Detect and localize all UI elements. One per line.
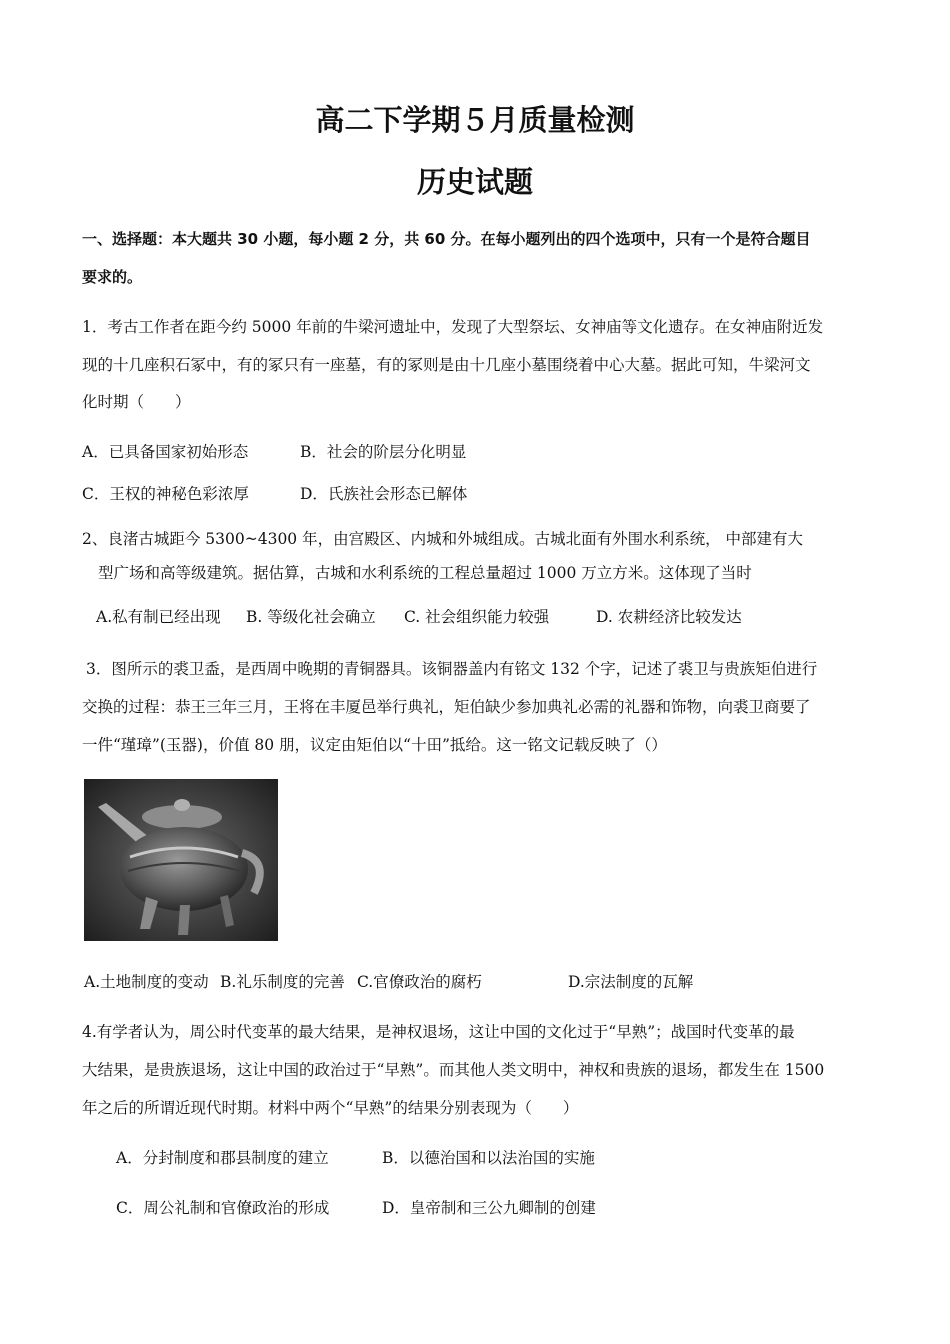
option-b[interactable]: B. 等级化社会确立	[246, 608, 376, 626]
section-line: 一、选择题：本大题共 30 小题，每小题 2 分，共 60 分。在每小题列出的四个选项中，只有一个是符合题目	[82, 230, 811, 248]
question-line: 化时期（ ）	[82, 393, 191, 411]
question-line: 型广场和高等级建筑。据估算，古城和水利系统的工程总量超过 1000 万立方米。这体现了当时	[98, 564, 752, 582]
question-line: 现的十几座积石冢中，有的冢只有一座墓，有的冢则是由十几座小墓围绕着中心大墓。据此可知，牛梁河文	[82, 356, 811, 374]
question-line: 一件“瑾璋”(玉器)，价值 80 朋，议定由矩伯以“十田”抵给。这一铭文记载反映了（）	[82, 736, 667, 754]
option-b[interactable]: B．社会的阶层分化明显	[300, 443, 467, 461]
question-line: 大结果，是贵族退场，这让中国的政治过于“早熟”。而其他人类文明中，神权和贵族的退场，都发生在 1500	[82, 1061, 825, 1079]
option-a[interactable]: A.私有制已经出现	[96, 608, 221, 626]
option-a[interactable]: A.土地制度的变动	[84, 973, 209, 991]
option-c[interactable]: C．王权的神秘色彩浓厚	[82, 485, 249, 503]
option-c[interactable]: C．周公礼制和官僚政治的形成	[116, 1199, 330, 1217]
option-d[interactable]: D.宗法制度的瓦解	[568, 973, 694, 991]
option-a[interactable]: A．分封制度和郡县制度的建立	[116, 1149, 329, 1167]
option-d[interactable]: D. 农耕经济比较发达	[596, 608, 742, 626]
question-line: 1．考古工作者在距今约 5000 年前的牛梁河遗址中，发现了大型祭坛、女神庙等文化遗存。在女神庙附近发	[82, 318, 824, 336]
option-b[interactable]: B.礼乐制度的完善	[220, 973, 345, 991]
question-line: 4.有学者认为，周公时代变革的最大结果，是神权退场，这让中国的文化过于“早熟”；战国时代变革的最	[82, 1023, 795, 1041]
page-title: 高二下学期５月质量检测	[315, 103, 635, 137]
section-line: 要求的。	[82, 268, 143, 286]
option-d[interactable]: D．皇帝制和三公九卿制的创建	[382, 1199, 596, 1217]
question-line: 2、良渚古城距今 5300~4300 年，由宫殿区、内城和外城组成。古城北面有外围水利系统， 中部建有大	[82, 530, 804, 548]
question-line: 3．图所示的裘卫盉，是西周中晚期的青铜器具。该铜器盖内有铭文 132 个字，记述了裘卫与贵族矩伯进行	[86, 660, 818, 678]
option-d[interactable]: D．氏族社会形态已解体	[300, 485, 468, 503]
question-line: 交换的过程：恭王三年三月，王将在丰厦邑举行典礼，矩伯缺少参加典礼必需的礼器和饰物，向裘卫商要了	[82, 698, 811, 716]
page-subtitle: 历史试题	[416, 165, 533, 199]
option-c[interactable]: C.官僚政治的腐朽	[357, 973, 482, 991]
option-b[interactable]: B．以德治国和以法治国的实施	[382, 1149, 595, 1167]
option-a[interactable]: A．已具备国家初始形态	[82, 443, 249, 461]
bronze-vessel-illustration	[84, 779, 278, 941]
option-c[interactable]: C. 社会组织能力较强	[404, 608, 550, 626]
bronze-vessel-image	[84, 779, 278, 941]
question-line: 年之后的所谓近现代时期。材料中两个“早熟”的结果分别表现为（ ）	[82, 1099, 579, 1117]
